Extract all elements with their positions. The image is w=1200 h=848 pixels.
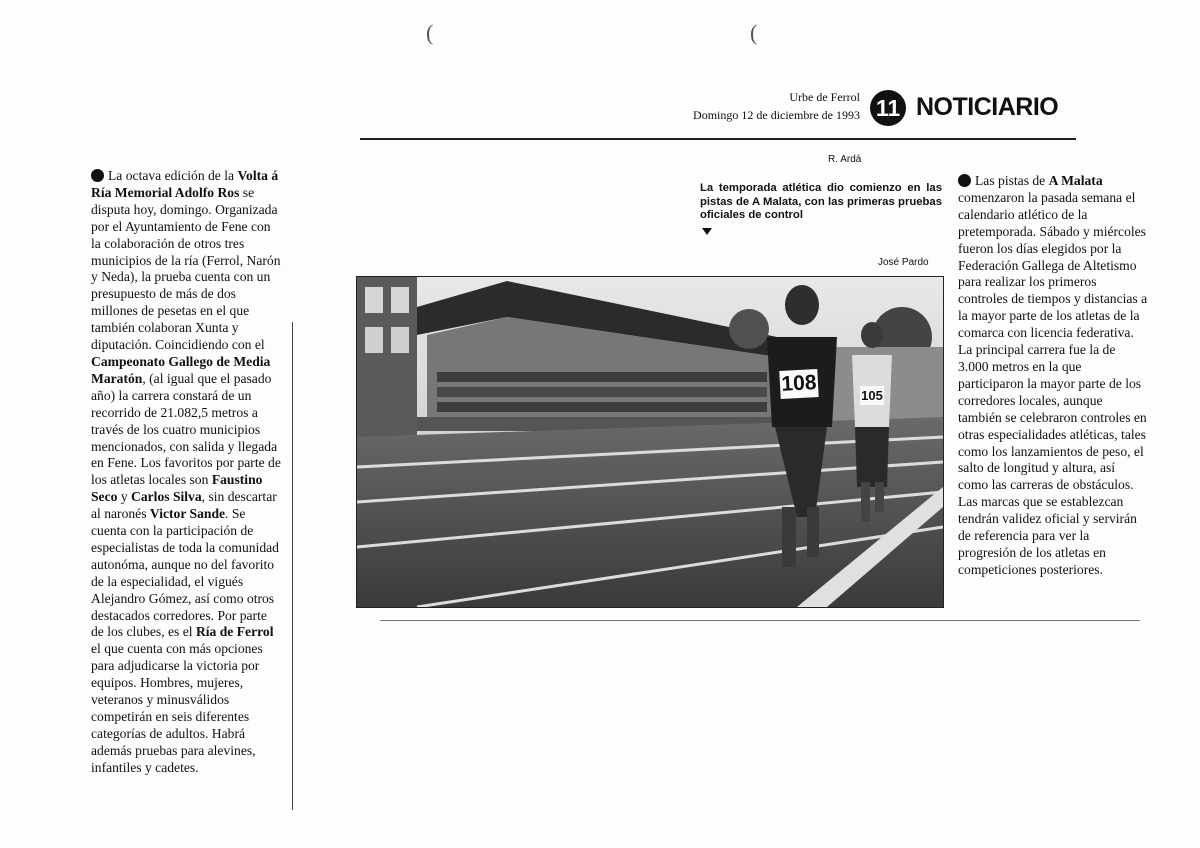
right-article <box>958 173 1148 579</box>
caption-arrow-icon <box>702 228 712 235</box>
photo-credit: José Pardo <box>878 257 929 268</box>
left-article-body <box>91 168 281 777</box>
left_article-highlight: Victor Sande <box>149 506 226 522</box>
left_article-highlight: Ría de Ferrol <box>195 624 274 640</box>
left-article-text <box>91 168 281 775</box>
left_article-run: se disputa hoy, domingo. Organizada por el Ayuntamiento de Fene con la colaboración de otros tres municipios de la ría (Ferrol, Narón y Neda), la prueba cuenta con un presupuesto de más de dos millones de pesetas en el que también colaboran Xunta y diputación. Coincidiendo con el <box>91 184 281 353</box>
column-rule <box>292 322 293 810</box>
left_article-run: el que cuenta con más opciones para adjudicarse la victoria por equipos. Hombres, mujeres, veteranos y minusválidos competirán en seis diferentes categorías de adultos. Habrá además pruebas para alevines, infantiles y cadetes. <box>91 641 263 775</box>
issue-date: Domingo 12 de diciembre de 1993 <box>693 108 860 122</box>
right_article-run: Las pistas de <box>975 173 1049 188</box>
section-title: NOTICIARIO <box>916 93 1059 121</box>
left_article-run: , (al igual que el pasado año) la carrera constará de un recorrido de 21.082,5 metros a través de los cuatro municipios mencionados, con salida y llegada en Fene. Los favoritos por parte de los atletas locales son <box>91 370 281 488</box>
left_article-highlight: Carlos Silva <box>131 489 202 505</box>
right_article-highlight: A Malata <box>1048 173 1103 188</box>
left-article <box>91 168 281 777</box>
photo-credit-top: R. Ardá <box>828 154 862 165</box>
bullet-icon <box>958 174 971 187</box>
scan-mark: ( <box>750 20 758 45</box>
scan-mark: ( <box>426 20 434 45</box>
runner-bib-number: 105 <box>861 388 883 403</box>
race-photo <box>356 276 944 608</box>
right_article-run: comenzaron la pasada semana el calendario atlético de la pretemporada. Sábado y miércoles fueron los días elegidos por la Federación Gallega de Altetismo para realizar los primeros controles de tiempos y distancias a la mayor parte de los atletas de la comarca con licencia federativa. La principal carrera fue la de 3.000 metros en la que participaron la mayor parte de los corredores locales, aunque también se celebraron controles en otras especialidades atléticas, tales como los lanzamientos de peso, el salto de longitud y altura, así como las carreras de obstáculos. Las marcas que se establezcan tendrán validez oficial y servirán de referencia para ver la progresión de los atletas en competiciones posteriores. <box>958 189 1148 577</box>
photo-caption: La temporada atlética dio comienzo en las pistas de A Malata, con las primeras pruebas oficiales de control <box>700 182 942 222</box>
left_article-highlight: Campeonato Gallego de Media Maratón <box>91 353 271 386</box>
bullet-icon <box>91 169 104 182</box>
page-number-badge: 11 <box>870 90 906 126</box>
right-article-text <box>958 173 1147 577</box>
left_article-run: , sin descartar al naronés <box>91 489 277 522</box>
section-rule <box>380 620 1140 621</box>
newspaper-name: Urbe de Ferrol <box>789 90 860 104</box>
right-article-body <box>958 173 1148 579</box>
left_article-highlight: Faustino Seco <box>91 472 263 505</box>
runner-bib-number: 108 <box>779 369 818 399</box>
left_article-run: . Se cuenta con la participación de especialistas de toda la comunidad autonóma, aunque no del favorito de la especialidad, el vigués Alejandro Gómez, así como otros destacados corredores. Por parte de los clubes, es el <box>91 506 279 640</box>
left_article-run: La octava edición de la <box>108 168 238 183</box>
left_article-highlight: Volta á Ría Memorial Adolfo Ros <box>91 168 279 200</box>
header-rule <box>360 138 1076 140</box>
left_article-run: y <box>117 489 132 505</box>
